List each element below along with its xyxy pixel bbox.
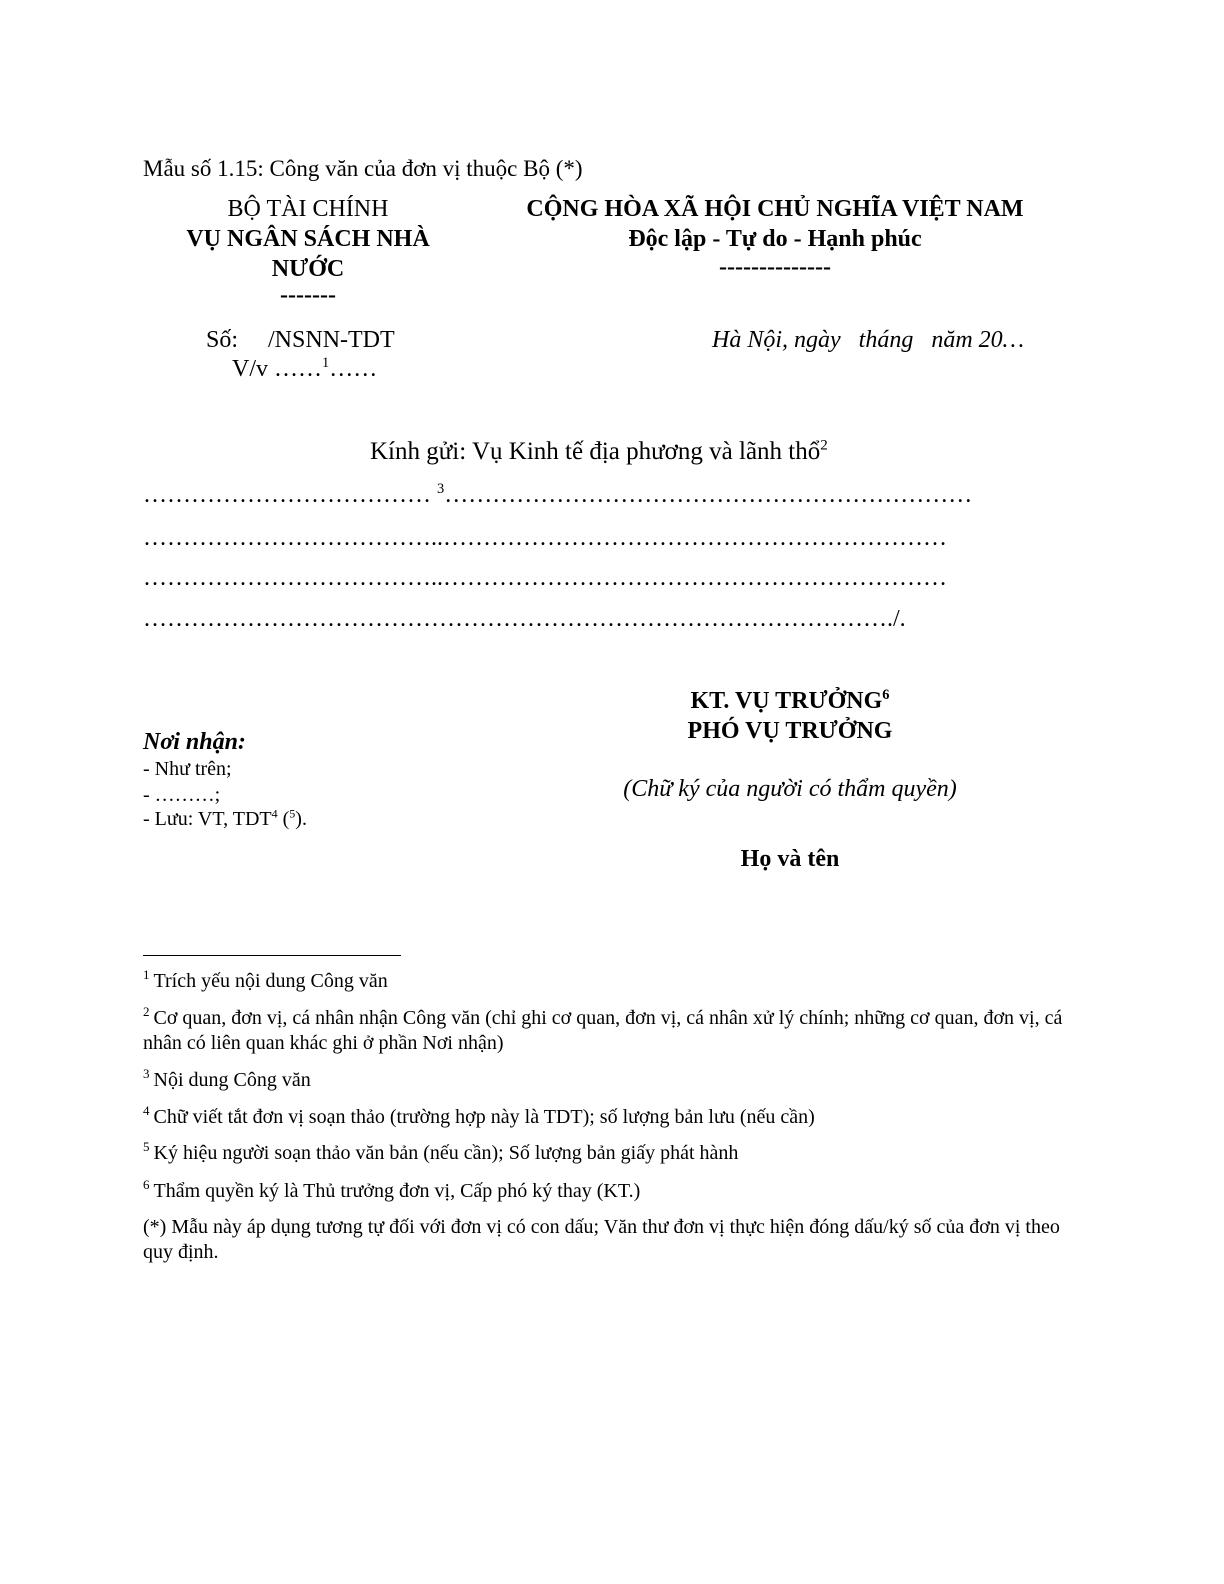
- signer-name: Họ và tên: [740, 846, 840, 872]
- left-header-divider: -------: [280, 282, 336, 308]
- footnote-ref-6: 6: [882, 687, 890, 703]
- nation-name: CỘNG HÒA XÃ HỘI CHỦ NGHĨA VIỆT NAM: [526, 196, 1024, 222]
- nation-motto: Độc lập - Tự do - Hạnh phúc: [628, 226, 922, 252]
- footnote-5: $^5$ Ký hiệu người soạn thảo văn bản (nếu cần); Số lượng bản giấy phát hành: [143, 1139, 739, 1164]
- body-line-4: …………………………………………………………………………………./.: [143, 606, 906, 632]
- ministry-name: BỘ TÀI CHÍNH: [227, 196, 389, 222]
- signature-note: (Chữ ký của người có thẩm quyền): [623, 776, 957, 802]
- signature-title-2: PHÓ VỤ TRƯỞNG: [687, 718, 893, 744]
- body-line-2: ………………………………..………………………………………………………: [143, 525, 947, 551]
- form-title: Mẫu số 1.15: Công văn của đơn vị thuộc Bộ (*): [143, 156, 583, 181]
- footnote-ref-2: 2: [820, 437, 828, 454]
- footnote-4: $^4$ Chữ viết tắt đơn vị soạn thảo (trường hợp này là TDT); số lượng bản lưu (nếu cần): [143, 1103, 815, 1128]
- footnote-ref-4: 4: [271, 806, 278, 821]
- recipients-item-3: - Lưu: VT, TDT$^4$ ($^5$).: [143, 806, 307, 830]
- number-code: /NSNN-TDT: [268, 327, 395, 353]
- department-name-line2: NƯỚC: [271, 256, 345, 282]
- footnote-1: $^1$ Trích yếu nội dung Công văn: [143, 967, 388, 992]
- footnote-ref-5: 5: [289, 806, 296, 821]
- recipients-heading: Nơi nhận:: [143, 729, 246, 755]
- signature-title-1: KT. VỤ TRƯỞNG$^6$: [690, 687, 890, 714]
- footnote-2: $^2$ Cơ quan, đơn vị, cá nhân nhận Công văn (chỉ ghi cơ quan, đơn vị, cá nhân xử lý chính; những cơ quan, đơn vị, cá nhân có liên quan khác ghi ở phần Nơi nhận): [143, 1004, 1063, 1054]
- footnote-ref-1: 1: [322, 355, 330, 371]
- footnote-6: $^6$ Thẩm quyền ký là Thủ trưởng đơn vị, Cấp phó ký thay (KT.): [143, 1177, 641, 1202]
- recipient-line: Kính gửi: Vụ Kinh tế địa phương và lãnh thổ$^2$: [370, 437, 828, 465]
- recipients-item-2: - ………;: [143, 784, 221, 806]
- body-line-3: ………………………………..………………………………………………………: [143, 565, 947, 591]
- recipients-item-1: - Như trên;: [143, 758, 232, 780]
- document-subject: V/v ……$^1$……: [232, 355, 378, 382]
- place-and-date: Hà Nội, ngày tháng năm 20…: [712, 327, 1024, 353]
- footnote-3: $^3$ Nội dung Công văn: [143, 1066, 311, 1091]
- document-number: [206, 327, 395, 354]
- right-header-divider: --------------: [719, 254, 831, 280]
- number-label: Số:: [206, 327, 239, 353]
- body-line-1: ……………………………… $^3$…………………………………………………………: [143, 481, 973, 508]
- department-name-line1: VỤ NGÂN SÁCH NHÀ: [186, 226, 430, 252]
- footnote-ref-3: 3: [437, 481, 445, 497]
- footnote-star: (*) Mẫu này áp dụng tương tự đối với đơn vị có con dấu; Văn thư đơn vị thực hiện đóng dấu/ký số của đơn vị theo quy định.: [143, 1216, 1060, 1263]
- footnote-separator: [143, 955, 401, 956]
